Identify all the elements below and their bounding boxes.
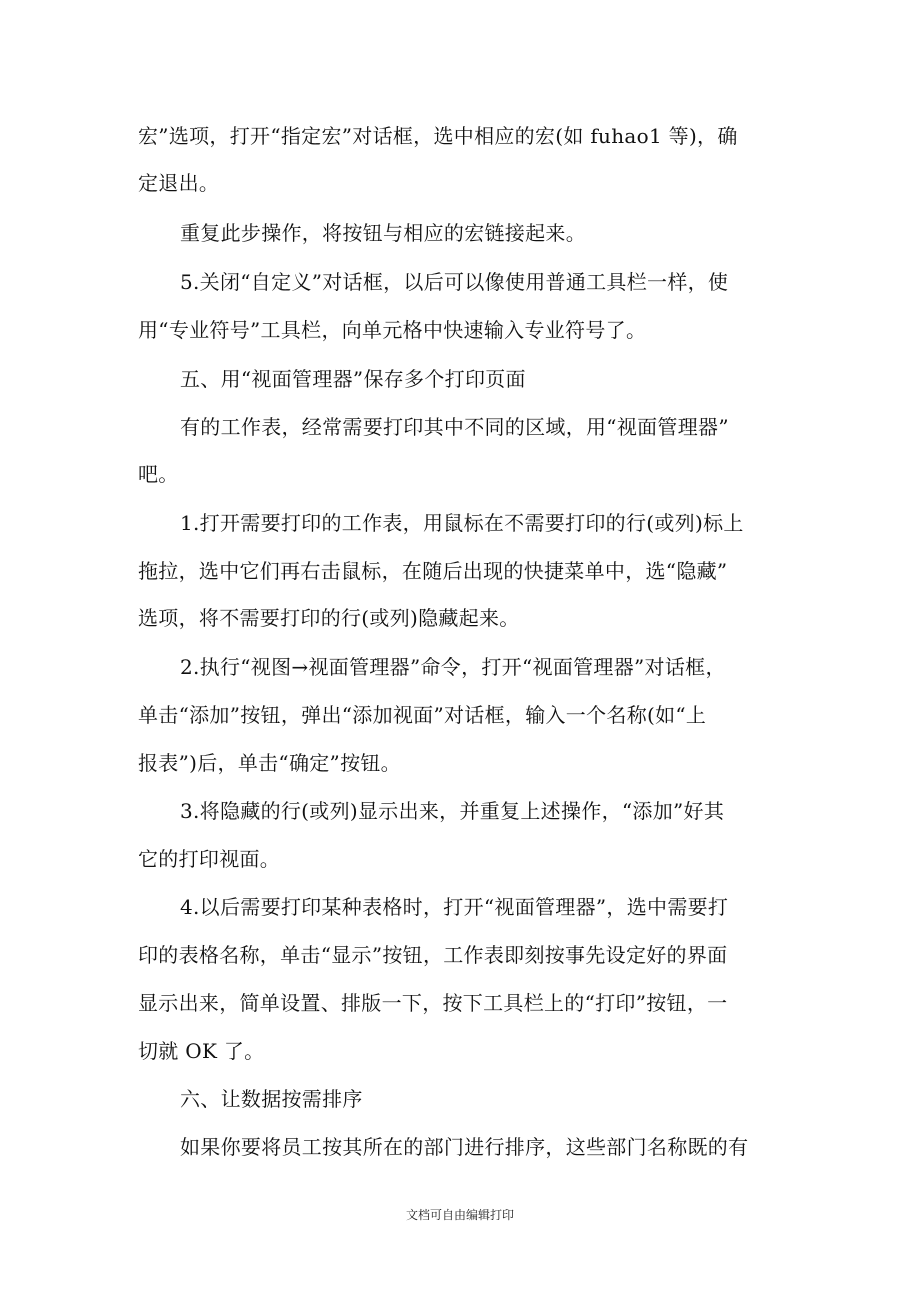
- section-heading: 六、让数据按需排序: [180, 1087, 363, 1111]
- text-line: 3.将隐藏的行(或列)显示出来，并重复上述操作，“添加”好其: [180, 799, 725, 823]
- text-line: 拖拉，选中它们再右击鼠标，在随后出现的快捷菜单中，选“隐藏”: [138, 559, 728, 583]
- text-line: 用“专业符号”工具栏，向单元格中快速输入专业符号了。: [138, 318, 647, 342]
- text-line: 1.打开需要打印的工作表，用鼠标在不需要打印的行(或列)标上: [180, 511, 744, 535]
- text-line: 2.执行“视图→视面管理器”命令，打开“视面管理器”对话框，: [180, 655, 726, 679]
- text-line: 切就 OK 了。: [138, 1039, 265, 1063]
- text-line: 如果你要将员工按其所在的部门进行排序，这些部门名称既的有: [180, 1135, 749, 1159]
- text-line: 选项，将不需要打印的行(或列)隐藏起来。: [138, 606, 520, 630]
- text-line: 宏”选项，打开“指定宏”对话框，选中相应的宏(如 fuhao1 等)，确: [138, 124, 738, 148]
- text-line: 定退出。: [138, 171, 220, 195]
- text-line: 吧。: [138, 462, 179, 486]
- page-footer: 文档可自由编辑打印: [405, 1208, 514, 1222]
- text-line: 它的打印视面。: [138, 847, 281, 871]
- text-line: 4.以后需要打印某种表格时，打开“视面管理器”，选中需要打: [180, 895, 729, 919]
- text-line: 重复此步操作，将按钮与相应的宏链接起来。: [180, 221, 586, 245]
- section-heading: 五、用“视面管理器”保存多个打印页面: [180, 367, 526, 391]
- text-line: 单击“添加”按钮，弹出“添加视面”对话框，输入一个名称(如“上: [138, 703, 707, 727]
- text-line: 印的表格名称，单击“显示”按钮，工作表即刻按事先设定好的界面: [138, 943, 728, 967]
- text-line: 5.关闭“自定义”对话框，以后可以像使用普通工具栏一样，使: [180, 270, 729, 294]
- text-line: 有的工作表，经常需要打印其中不同的区域，用“视面管理器”: [180, 415, 729, 439]
- text-line: 报表”)后，单击“确定”按钮。: [138, 751, 401, 775]
- text-line: 显示出来，简单设置、排版一下，按下工具栏上的“打印”按钮，一: [138, 991, 728, 1015]
